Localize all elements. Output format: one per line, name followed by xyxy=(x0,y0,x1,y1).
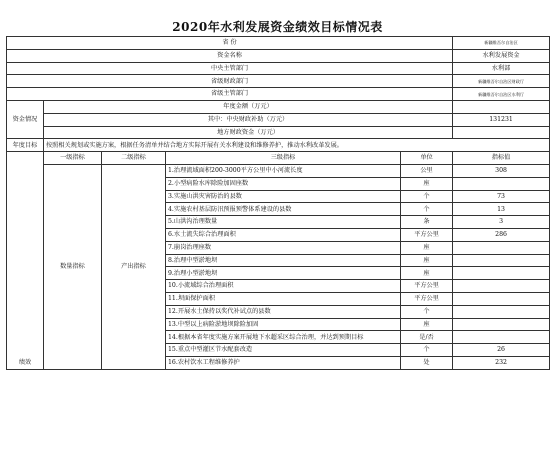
indicator-unit: 条 xyxy=(401,216,453,229)
indicator-unit: 处 xyxy=(401,356,453,369)
indicator-name: 11.坝面保护面积 xyxy=(166,292,401,305)
side-label: 绩效 xyxy=(7,152,44,370)
indicator-name: 14.根据本省年度实施方案开展地下水超采区综合治理，并达到预期目标 xyxy=(166,331,401,344)
central-dept-value: 水利部 xyxy=(453,62,550,75)
indicator-unit: 公里 xyxy=(401,164,453,177)
indicator-value xyxy=(453,267,550,280)
indicator-unit: 个 xyxy=(401,344,453,357)
fund-central-row xyxy=(7,113,550,126)
central-dept-label: 中央主管部门 xyxy=(7,62,453,75)
annual-goal-label: 年度目标 xyxy=(7,139,44,152)
province-value: 新疆维吾尔自治区 xyxy=(453,37,550,50)
indicator-value: 26 xyxy=(453,344,550,357)
indicator-value xyxy=(453,280,550,293)
indicator-unit: 座 xyxy=(401,267,453,280)
central-subsidy-value: 131231 xyxy=(453,113,550,126)
header-unit: 单位 xyxy=(401,152,453,165)
indicator-unit: 个 xyxy=(401,305,453,318)
local-fund-value xyxy=(453,126,550,139)
indicator-value xyxy=(453,318,550,331)
prov-fin-row xyxy=(7,75,550,88)
indicator-unit: 座 xyxy=(401,318,453,331)
indicator-value xyxy=(453,292,550,305)
indicator-value xyxy=(453,241,550,254)
indicator-value xyxy=(453,305,550,318)
header-level1: 一级指标 xyxy=(44,152,102,165)
fund-name-row xyxy=(7,49,550,62)
indicator-unit: 是/否 xyxy=(401,331,453,344)
province-row xyxy=(7,37,550,50)
indicator-name: 9.治理小型淤地坝 xyxy=(166,267,401,280)
level2-label: 产出指标 xyxy=(102,164,166,369)
prov-dept-row xyxy=(7,88,550,101)
indicator-unit: 个 xyxy=(401,190,453,203)
indicator-name: 1.治理流域面积200-3000平方公里中小河流长度 xyxy=(166,164,401,177)
central-dept-row xyxy=(7,62,550,75)
annual-goal-text: 按照相关规划或实施方案，根据任务清单并结合地方实际开展有关水利建设和维修养护，推动水利改革发展。 xyxy=(44,139,550,152)
indicator-unit: 平方公里 xyxy=(401,292,453,305)
indicator-value xyxy=(453,254,550,267)
fund-name-label: 资金名称 xyxy=(7,49,453,62)
indicator-name: 16.农村饮水工程维修养护 xyxy=(166,356,401,369)
indicator-unit: 座 xyxy=(401,177,453,190)
indicator-name: 15.重点中型灌区节水配套改造 xyxy=(166,344,401,357)
indicator-value: 3 xyxy=(453,216,550,229)
indicator-unit: 平方公里 xyxy=(401,280,453,293)
page-title: 2020年水利发展资金绩效目标情况表 xyxy=(172,20,383,34)
prov-fin-value: 新疆维吾尔自治区财政厅 xyxy=(453,75,550,88)
header-level2: 二级指标 xyxy=(102,152,166,165)
indicator-header-row xyxy=(7,152,550,165)
table-row xyxy=(7,164,550,177)
annual-amount-label: 年度金额（万元） xyxy=(44,100,453,113)
indicator-value: 286 xyxy=(453,228,550,241)
header-level3: 三级指标 xyxy=(166,152,401,165)
central-subsidy-label: 其中：中央财政补助（万元） xyxy=(44,113,453,126)
indicator-value: 232 xyxy=(453,356,550,369)
annual-goal-row xyxy=(7,139,550,152)
indicator-unit: 个 xyxy=(401,203,453,216)
prov-fin-label: 省级财政部门 xyxy=(7,75,453,88)
performance-table xyxy=(6,36,550,370)
header-value: 指标值 xyxy=(453,152,550,165)
indicator-value xyxy=(453,331,550,344)
indicator-name: 5.山洪沟治理数量 xyxy=(166,216,401,229)
indicator-value: 308 xyxy=(453,164,550,177)
indicator-name: 4.实施农村基层防汛预报预警体系建设的县数 xyxy=(166,203,401,216)
indicator-name: 6.水土流失综合治理面积 xyxy=(166,228,401,241)
fund-local-row xyxy=(7,126,550,139)
indicator-name: 13.中型以上病险淤地坝除险加固 xyxy=(166,318,401,331)
indicator-value: 73 xyxy=(453,190,550,203)
prov-dept-value: 新疆维吾尔自治区水利厅 xyxy=(453,88,550,101)
fund-name-value: 水利发展资金 xyxy=(453,49,550,62)
indicator-name: 3.实施山洪灾害防治的县数 xyxy=(166,190,401,203)
indicator-name: 7.崩岗治理座数 xyxy=(166,241,401,254)
indicator-unit: 座 xyxy=(401,254,453,267)
indicator-value: 13 xyxy=(453,203,550,216)
indicator-unit: 平方公里 xyxy=(401,228,453,241)
fund-annual-row xyxy=(7,100,550,113)
indicator-unit: 座 xyxy=(401,241,453,254)
annual-amount-value xyxy=(453,100,550,113)
indicator-value xyxy=(453,177,550,190)
prov-dept-label: 省级主管部门 xyxy=(7,88,453,101)
indicator-name: 8.治理中型淤地坝 xyxy=(166,254,401,267)
indicator-name: 12.开展水土保持以奖代补试点的县数 xyxy=(166,305,401,318)
indicator-name: 10.小流域综合治理面积 xyxy=(166,280,401,293)
province-label: 省 份 xyxy=(7,37,453,50)
fund-section-label: 资金情况 xyxy=(7,100,44,138)
indicator-name: 2.小型病险水库除险加固座数 xyxy=(166,177,401,190)
local-fund-label: 地方财政资金（万元） xyxy=(44,126,453,139)
level1-label: 数量指标 xyxy=(44,164,102,369)
